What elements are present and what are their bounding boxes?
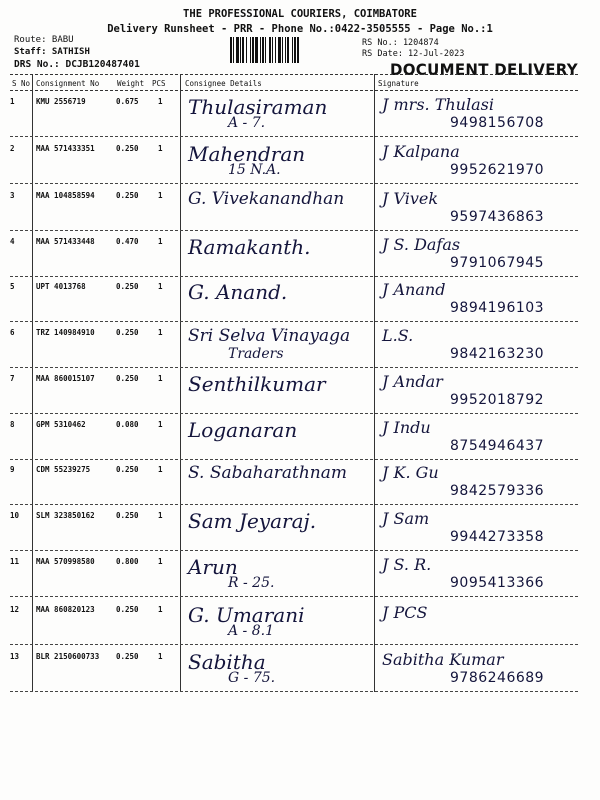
pieces-count: 1 [158,374,163,383]
row-separator [10,183,578,184]
pieces-count: 1 [158,420,163,429]
consignee-name: Sri Selva Vinayaga [188,326,351,346]
weight-value: 0.250 [116,282,139,291]
weight-value: 0.250 [116,465,139,474]
pieces-count: 1 [158,328,163,337]
col-signature: Signature [378,79,419,88]
table-row [10,91,578,137]
weight-value: 0.080 [116,420,139,429]
table-top-rule [10,74,578,75]
consignment-number: MAA 570998580 [36,557,95,566]
table-row [10,138,578,184]
consignee-name: G. Vivekanandhan [188,189,345,209]
consignee-name: G. Umarani [188,603,305,627]
table-row [10,368,578,414]
signature-mark: J Anand [382,280,446,299]
table-row [10,551,578,597]
weight-value: 0.800 [116,557,139,566]
pieces-count: 1 [158,144,163,153]
serial-number: 11 [10,557,20,566]
receiver-phone: 9786246689 [450,670,545,686]
signature-mark: J Kalpana [382,142,460,161]
signature-mark: L.S. [382,326,414,345]
weight-value: 0.675 [116,97,139,106]
signature-mark: J Sam [382,509,430,528]
rs-date: RS Date: 12-Jul-2023 [362,49,465,59]
weight-value: 0.250 [116,328,139,337]
pieces-count: 1 [158,282,163,291]
table-row [10,276,578,322]
consignee-address: R - 25. [228,575,275,591]
consignment-number: BLR 2150600733 [36,652,100,661]
serial-number: 2 [10,144,15,153]
serial-number: 6 [10,328,15,337]
table-row [10,599,578,645]
consignee-name: Senthilkumar [188,372,326,396]
consignee-name: Sabitha [188,650,266,674]
consignment-number: TRZ 140984910 [36,328,95,337]
receiver-phone: 9842163230 [450,346,545,362]
consignee-name: Thulasiraman [188,95,328,119]
serial-number: 7 [10,374,15,383]
receiver-phone: 9842579336 [450,483,545,499]
serial-number: 8 [10,420,15,429]
pieces-count: 1 [158,511,163,520]
runsheet-title: Delivery Runsheet - PRR - Phone No.:0422-3505555 - Page No.:1 [107,23,493,35]
pieces-count: 1 [158,237,163,246]
consignee-name: Loganaran [188,418,298,442]
pieces-count: 1 [158,97,163,106]
consignee-name: Arun [188,555,238,579]
serial-number: 9 [10,465,15,474]
receiver-phone: 9791067945 [450,255,545,271]
pieces-count: 1 [158,557,163,566]
document-delivery-stamp: DOCUMENT DELIVERY [390,60,578,80]
consignee-address: Traders [228,346,284,362]
serial-number: 10 [10,511,20,520]
row-separator [10,596,578,597]
pieces-count: 1 [158,652,163,661]
route-label: Route: BABU [14,35,74,45]
pieces-count: 1 [158,465,163,474]
weight-value: 0.470 [116,237,139,246]
weight-value: 0.250 [116,374,139,383]
signature-mark: J Indu [382,418,431,437]
row-separator [10,644,578,645]
consignee-address: 15 N.A. [228,162,281,178]
weight-value: 0.250 [116,191,139,200]
signature-mark: J PCS [382,603,428,622]
consignment-number: SLM 323850162 [36,511,95,520]
table-row [10,322,578,368]
serial-number: 13 [10,652,20,661]
weight-value: 0.250 [116,511,139,520]
consignment-number: KMU 2556719 [36,97,86,106]
consignee-name: Sam Jeyaraj. [188,509,317,533]
barcode [230,37,350,63]
col-weight: Weight [117,79,145,88]
table-row [10,646,578,692]
serial-number: 3 [10,191,15,200]
consignment-number: CDM 55239275 [36,465,91,474]
signature-mark: J S. R. [382,555,432,574]
serial-number: 12 [10,605,20,614]
col-sno: S No [12,79,31,88]
row-separator [10,136,578,137]
serial-number: 4 [10,237,15,246]
col-consignee: Consignee Details [185,79,262,88]
consignee-name: Ramakanth. [188,235,311,259]
pieces-count: 1 [158,191,163,200]
table-row [10,459,578,505]
receiver-phone: 9597436863 [450,209,545,225]
weight-value: 0.250 [116,144,139,153]
receiver-phone: 9944273358 [450,529,545,545]
weight-value: 0.250 [116,652,139,661]
receiver-phone: 9952621970 [450,162,545,178]
serial-number: 5 [10,282,15,291]
consignment-number: MAA 860820123 [36,605,95,614]
consignment-number: MAA 860015107 [36,374,95,383]
receiver-phone: 9498156708 [450,115,545,131]
col-consignment: Consignment No [36,79,100,88]
table-row [10,231,578,277]
drs-number: DRS No.: DCJB120487401 [14,59,140,70]
receiver-phone: 8754946437 [450,438,545,454]
col-pcs: PCS [152,79,166,88]
consignment-number: MAA 104858594 [36,191,95,200]
serial-number: 1 [10,97,15,106]
signature-mark: Sabitha Kumar [382,650,504,669]
signature-mark: J Vivek [382,189,439,208]
signature-mark: J S. Dafas [382,235,461,254]
receiver-phone: 9095413366 [450,575,545,591]
table-row [10,505,578,551]
table-row [10,185,578,231]
weight-value: 0.250 [116,605,139,614]
consignee-name: G. Anand. [188,280,288,304]
rs-number: RS No.: 1204874 [362,38,439,48]
company-name: THE PROFESSIONAL COURIERS, COIMBATORE [183,8,417,20]
consignee-address: G - 75. [228,670,276,686]
consignment-number: MAA 571433351 [36,144,95,153]
row-separator [10,691,578,692]
consignee-address: A - 7. [228,115,266,131]
staff-label: Staff: SATHISH [14,47,90,57]
receiver-phone: 9952018792 [450,392,545,408]
signature-mark: J Andar [382,372,443,391]
consignee-address: A - 8.1 [228,623,275,639]
consignment-number: MAA 571433448 [36,237,95,246]
pieces-count: 1 [158,605,163,614]
consignment-number: UPT 4013768 [36,282,86,291]
table-row [10,414,578,460]
consignment-number: GPM 5310462 [36,420,86,429]
receiver-phone: 9894196103 [450,300,545,316]
signature-mark: J mrs. Thulasi [382,95,494,114]
consignee-name: Mahendran [188,142,306,166]
signature-mark: J K. Gu [382,463,439,482]
consignee-name: S. Sabaharathnam [188,463,347,483]
